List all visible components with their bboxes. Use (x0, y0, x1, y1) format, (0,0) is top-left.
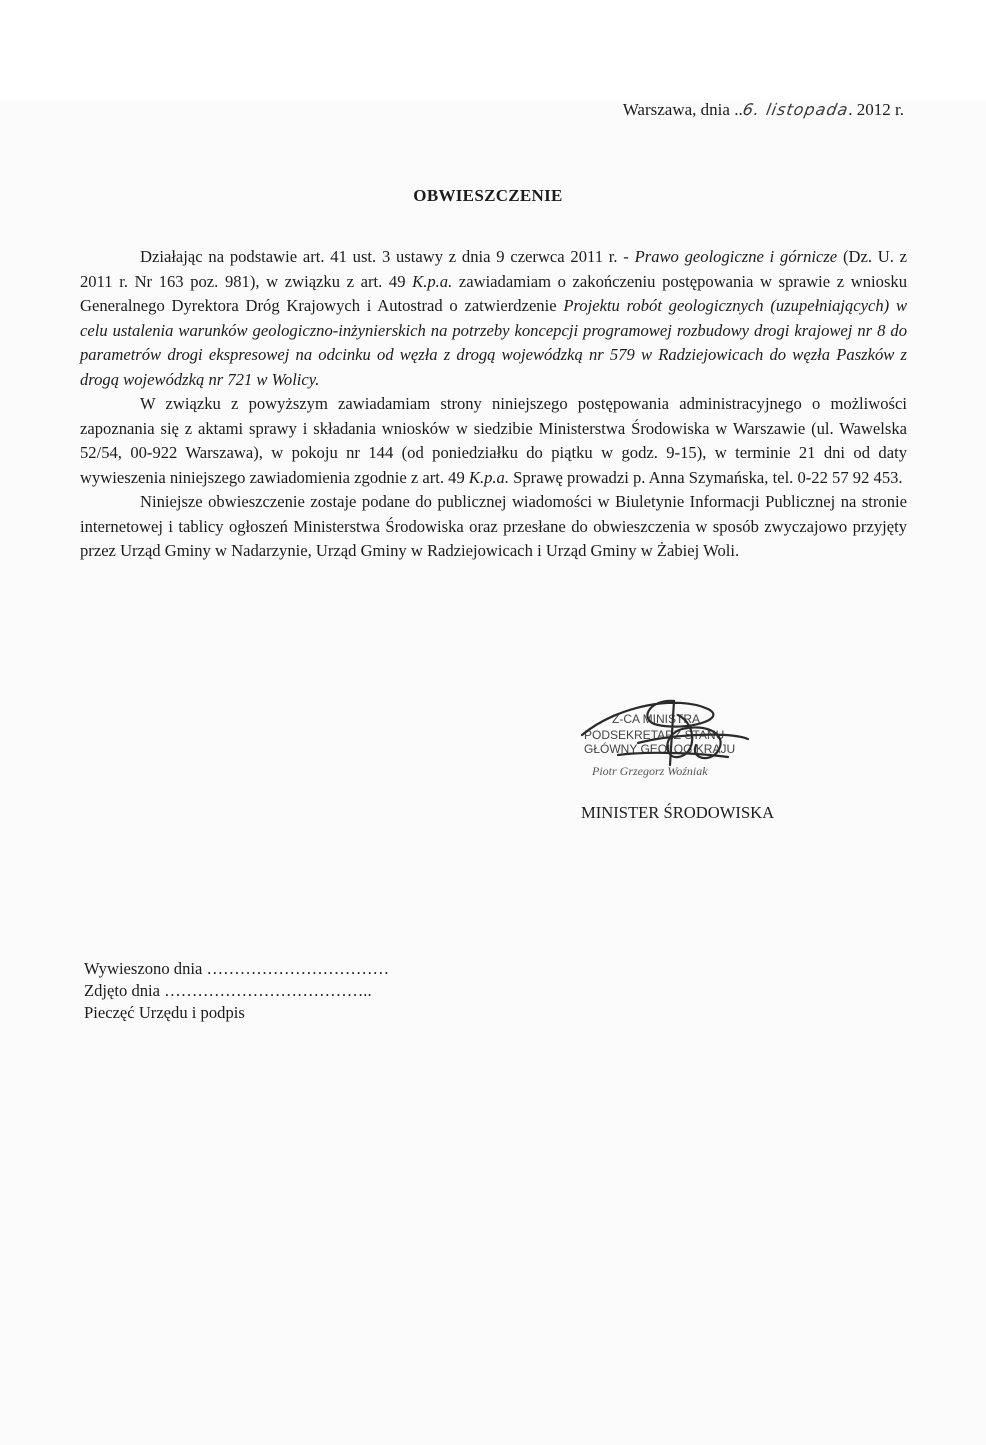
p1-italic-law: Prawo geologiczne i górnicze (634, 247, 838, 266)
date-line (623, 100, 904, 120)
document-title: OBWIESZCZENIE (413, 186, 563, 205)
p2-text-1: W związku z powyższym zawiadamiam strony niniejszego postępowania administracyjnego o możliwości zapoznania się z aktami sprawy i składania wniosków w siedzibie Ministerstwa Środowiska w Warszawie (ul. Wawelska 52/54, 00-922 Warszawa), w pokoju nr 144 (od poniedziałku do piątku w godz. 9-15), w terminie 21 dni od daty wywieszenia niniejszego zawiadomienia zgodnie z art. 49 (80, 394, 907, 487)
minister-title: MINISTER ŚRODOWISKA (581, 803, 775, 822)
scan-margin (0, 0, 986, 100)
p2-italic-kpa: K.p.a. (468, 467, 509, 487)
posting-info (84, 958, 389, 1024)
p1-italic-project: Projektu robót geologicznych (uzupełniających) w celu ustalenia warunków geologiczno-inżynierskich na potrzeby koncepcji programowej rozbudowy drogi krajowej nr 8 do parametrów drogi ekspresowej na odcinku od węzła z drogą wojewódzką nr 579 w Radziejowicach do węzła Paszków z drogą wojewódzką nr 721 w Wolicy. (80, 296, 908, 389)
date-suffix: . 2012 r. (848, 100, 904, 119)
office-seal-line: Pieczęć Urzędu i podpis (84, 1003, 245, 1022)
p1-text-1: Działając na podstawie art. 41 ust. 3 ustawy z dnia 9 czerwca 2011 r. - (140, 247, 635, 266)
date-prefix: Warszawa, dnia .. (622, 100, 743, 119)
p1-text-2: (Dz. U. z 2011 r. Nr 163 poz. 981), w związku z art. 49 (80, 247, 907, 291)
paragraph-1 (80, 245, 907, 392)
paragraph-2 (80, 392, 907, 490)
p1-italic-kpa: K.p.a. (412, 271, 453, 291)
document-body (80, 245, 907, 564)
signature-stamp-graphic (578, 695, 818, 805)
stamp-line-3: GŁÓWNY GEOLOG KRAJU (584, 742, 736, 756)
paragraph-3: Niniejsze obwieszczenie zostaje podane do publicznej wiadomości w Biuletynie Informacji Publicznej na stronie internetowej i tablicy ogłoszeń Ministerstwa Środowiska oraz przesłane do obwieszczenia w sposób zwyczajowo przyjęty przez Urząd Gminy w Nadarzynie, Urząd Gminy w Radziejowicach i Urząd Gminy w Żabiej Woli. (80, 492, 907, 560)
date-handwritten: 6. listopada (741, 100, 850, 119)
p2-text-2: Sprawę prowadzi p. Anna Szymańska, tel. 0-22 57 92 453. (509, 467, 903, 487)
stamp-line-4: Piotr Grzegorz Woźniak (592, 764, 708, 778)
removed-date-line: Zdjęto dnia ……………………………….. (84, 981, 372, 1000)
posted-date-line: Wywieszono dnia …………………………… (84, 959, 390, 978)
stamp-line-2: PODSEKRETARZ STANU (584, 728, 725, 742)
stamp-line-1: Z-CA MINISTRA (612, 712, 701, 726)
p1-text-3: zawiadamiam o zakończeniu postępowania w sprawie z wniosku Generalnego Dyrektora Dróg Krajowych i Autostrad o zatwierdzenie (80, 271, 907, 315)
